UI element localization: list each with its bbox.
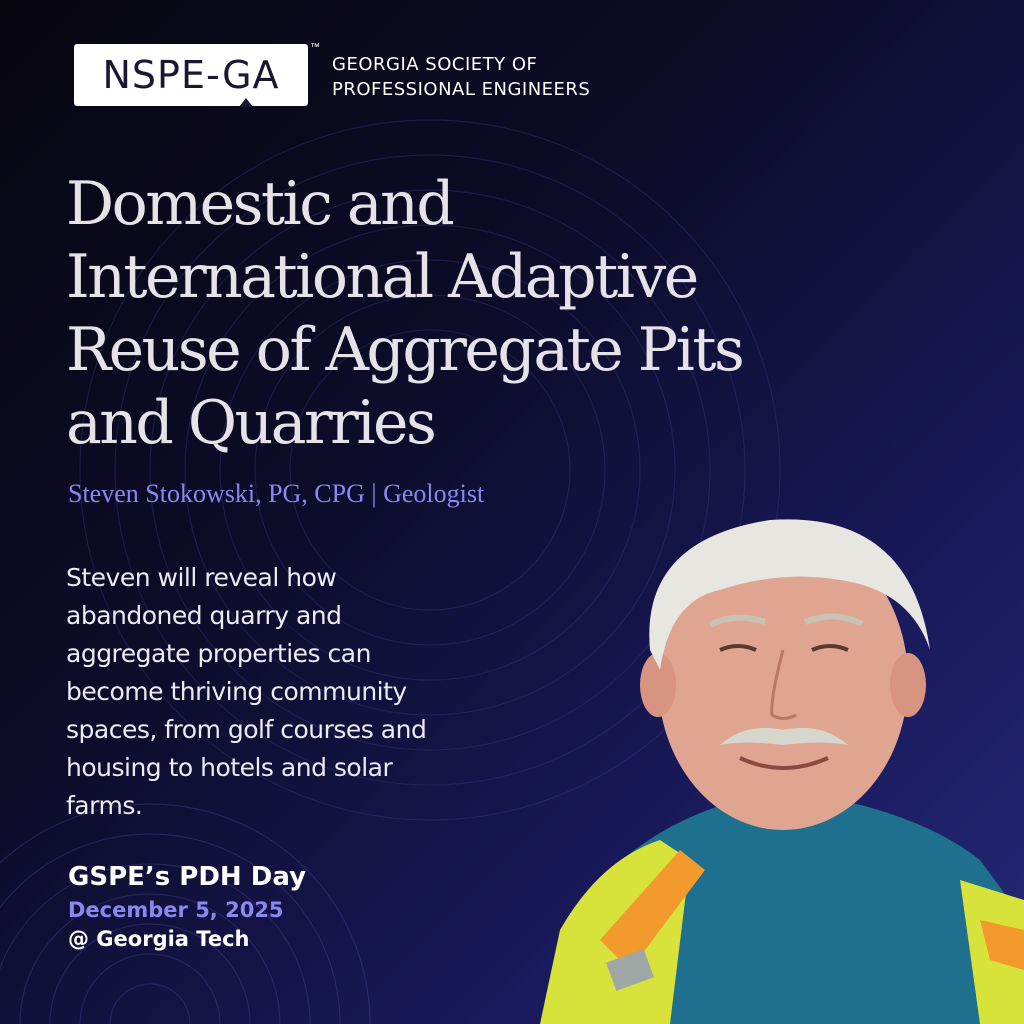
- trademark-symbol: ™: [310, 42, 320, 53]
- title-line: Reuse of Aggregate Pits: [66, 315, 743, 385]
- logo-notch-icon: [239, 98, 253, 107]
- title-line: and Quarries: [66, 388, 435, 458]
- description-line: aggregate properties can: [66, 639, 371, 668]
- logo-text-ns: NS: [102, 53, 158, 97]
- event-name: GSPE’s PDH Day: [68, 862, 307, 892]
- speaker-credit: Steven Stokowski, PG, CPG | Geologist: [68, 479, 485, 508]
- logo-text-ga: -GA: [205, 53, 280, 97]
- presentation-title: [66, 168, 866, 460]
- event-venue: @ Georgia Tech: [68, 927, 250, 951]
- description-line: abandoned quarry and: [66, 601, 342, 630]
- org-name-line: GEORGIA SOCIETY OF: [332, 54, 538, 75]
- organization-name: [332, 52, 590, 102]
- description-line: housing to hotels and solar: [66, 753, 393, 782]
- logo-text-pe: PE: [157, 53, 206, 97]
- org-name-line: PROFESSIONAL ENGINEERS: [332, 79, 591, 100]
- description-line: become thriving community: [66, 677, 407, 706]
- speaker-photo: [540, 500, 1024, 1024]
- description-line: farms.: [66, 791, 143, 820]
- description-line: Steven will reveal how: [66, 563, 337, 592]
- nspe-ga-logo: [74, 44, 308, 106]
- description-line: spaces, from golf courses and: [66, 715, 427, 744]
- session-description: [66, 559, 506, 825]
- event-date: December 5, 2025: [68, 898, 284, 922]
- title-line: International Adaptive: [66, 242, 697, 312]
- title-line: Domestic and: [66, 169, 453, 239]
